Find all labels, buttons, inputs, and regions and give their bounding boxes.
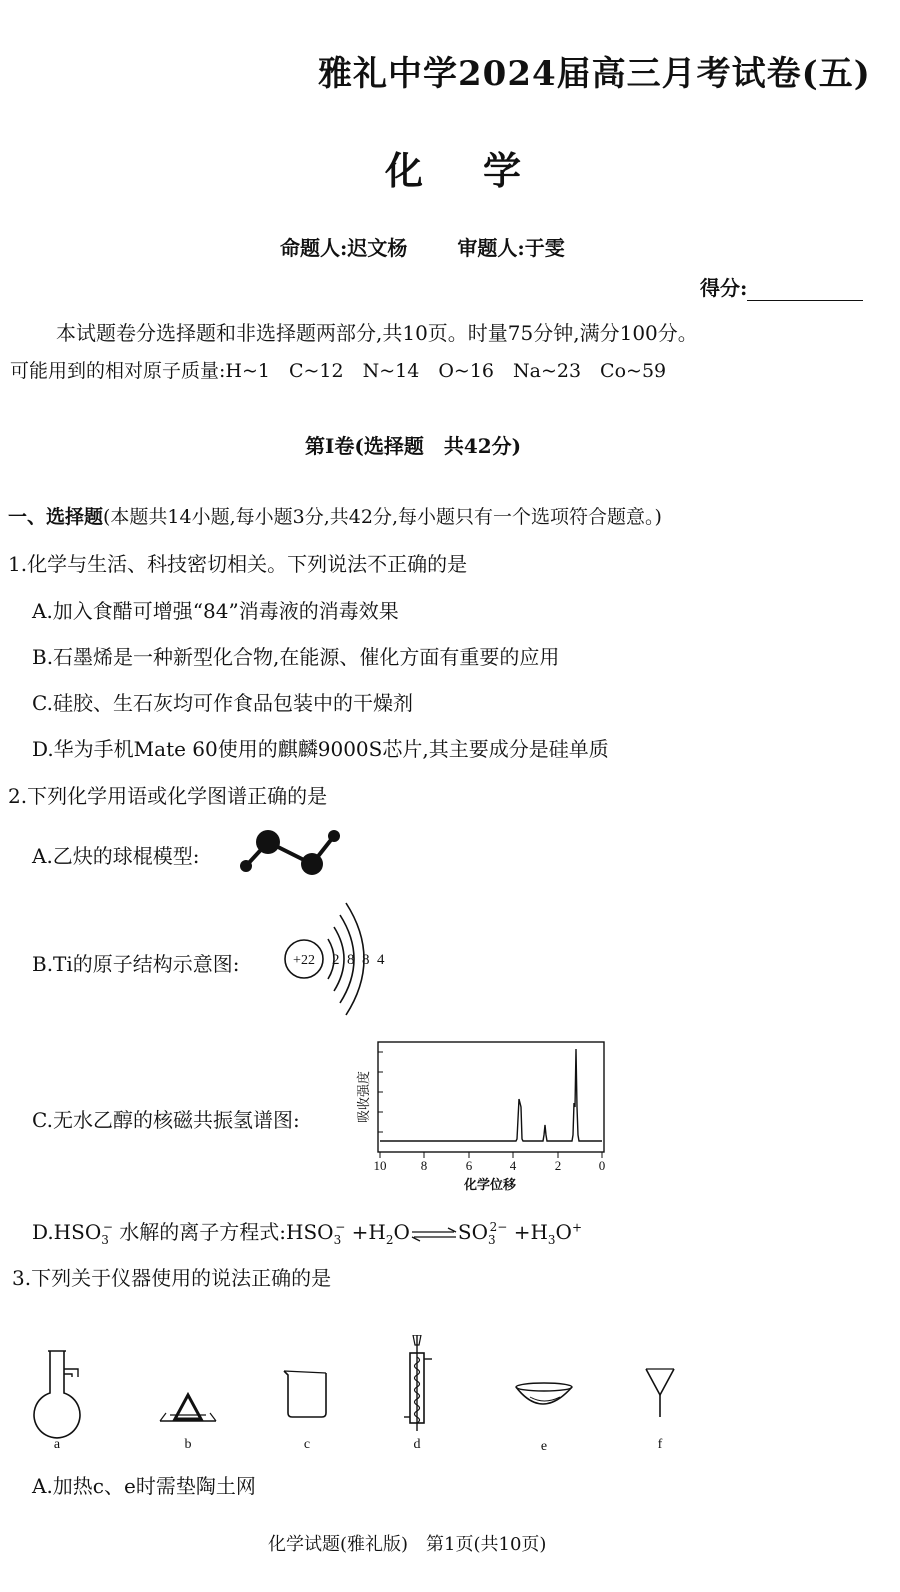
score-field xyxy=(700,272,863,301)
ball-stick-model xyxy=(236,822,346,878)
score-label: 得分: xyxy=(700,276,748,300)
q2-option-d: $D.HSO_3^-$ 水解的离子方程式$:HSO_3^- +H_2O$ $SO_3^{2-} +H_3O^+$ xyxy=(32,1220,582,1247)
apparatus-label: c xyxy=(303,1437,311,1452)
section-heading-bold: 一、选择题 xyxy=(8,506,104,528)
q1-option-c: C.硅胶、生石灰均可作食品包装中的干燥剂 xyxy=(32,691,413,715)
intro-line-1: 本试题卷分选择题和非选择题两部分,共10页。时量75分钟,满分100分。 xyxy=(56,321,698,345)
nmr-spectrum xyxy=(350,1035,620,1195)
exam-title: 雅礼中学2024届高三月考试卷(五) xyxy=(318,54,871,94)
setter: 命题人:迟文杨 xyxy=(280,236,408,260)
beaker-icon xyxy=(284,1371,326,1417)
q2-option-b: B.Ti的原子结构示意图: xyxy=(32,952,240,976)
clay-triangle-icon xyxy=(160,1395,216,1421)
q1-option-d: D.华为手机Mate 60使用的麒麟9000S芯片,其主要成分是硅单质 xyxy=(32,737,609,761)
q2-option-a: A.乙炔的球棍模型: xyxy=(32,844,200,868)
funnel-icon xyxy=(646,1369,674,1417)
apparatus-row xyxy=(20,1335,880,1465)
q3-option-a: A.加热c、e时需垫陶土网 xyxy=(32,1474,256,1498)
equilibrium-arrow xyxy=(410,1226,458,1242)
nmr-x-label: 化学位移 xyxy=(463,1178,517,1193)
q1-option-a: A.加入食醋可增强“84”消毒液的消毒效果 xyxy=(32,599,399,623)
apparatus-label: e xyxy=(540,1439,548,1454)
subject-title: 化学 xyxy=(385,148,582,193)
nmr-x-tick: 2 xyxy=(554,1158,562,1173)
q3-stem: 3.下列关于仪器使用的说法正确的是 xyxy=(12,1266,332,1290)
q2-stem: 2.下列化学用语或化学图谱正确的是 xyxy=(8,784,328,808)
nucleus-label: +22 xyxy=(293,953,315,968)
shell-count-3: 8 xyxy=(362,952,370,968)
shell-count-4: 4 xyxy=(377,952,385,968)
apparatus-label: b xyxy=(184,1437,192,1452)
apparatus-label: f xyxy=(657,1437,663,1452)
shell-count-2: 8 xyxy=(347,952,355,968)
section-heading xyxy=(8,502,662,529)
nmr-x-tick: 6 xyxy=(465,1158,473,1173)
nmr-x-tick: 8 xyxy=(420,1158,428,1173)
ti-atom-diagram xyxy=(280,895,400,1025)
shell-count-1: 2 xyxy=(332,952,340,968)
apparatus-label: d xyxy=(413,1437,421,1452)
section-title: 第Ⅰ卷(选择题 共42分) xyxy=(305,434,522,458)
reviewer: 审题人:于雯 xyxy=(457,236,565,260)
apparatus-label: a xyxy=(53,1437,61,1452)
nmr-x-tick: 10 xyxy=(373,1158,387,1173)
nmr-y-label: 吸收强度 xyxy=(357,1070,372,1124)
evaporating-dish-icon xyxy=(516,1383,572,1404)
condenser-icon xyxy=(404,1335,432,1431)
score-blank xyxy=(747,280,863,301)
q1-stem: 1.化学与生活、科技密切相关。下列说法不正确的是 xyxy=(8,552,468,576)
nmr-x-tick: 4 xyxy=(509,1158,517,1173)
section-heading-rest: (本题共14小题,每小题3分,共42分,每小题只有一个选项符合题意。) xyxy=(103,506,662,528)
authors-line xyxy=(280,232,565,261)
nmr-x-tick: 0 xyxy=(598,1158,606,1173)
q2-option-c: C.无水乙醇的核磁共振氢谱图: xyxy=(32,1108,300,1132)
flask-icon xyxy=(34,1351,80,1438)
q1-option-b: B.石墨烯是一种新型化合物,在能源、催化方面有重要的应用 xyxy=(32,645,560,669)
page-footer: 化学试题(雅礼版) 第1页(共10页) xyxy=(268,1534,547,1555)
intro-line-2: 可能用到的相对原子质量:H~1 C~12 N~14 O~16 Na~23 Co~59 xyxy=(10,360,667,382)
